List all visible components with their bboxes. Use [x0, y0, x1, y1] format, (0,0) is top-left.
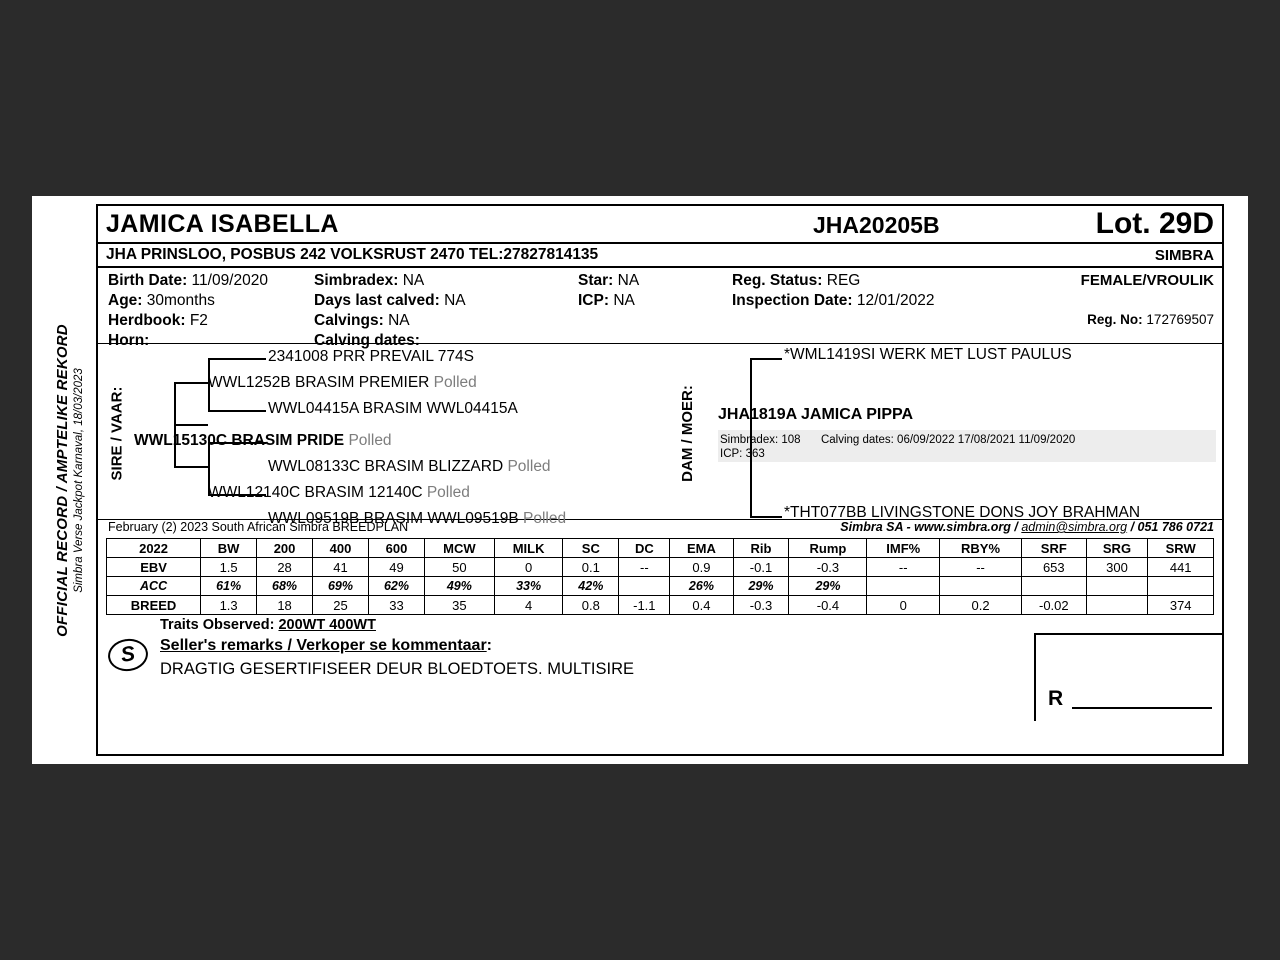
- acc-cell: [619, 577, 670, 596]
- ebv-cell: 0.1: [563, 558, 619, 577]
- sire-side-label: SIRE / VAAR:: [108, 386, 126, 480]
- age-value: 30months: [146, 292, 215, 309]
- ebv-col-milk: MILK: [494, 539, 563, 558]
- dam-icp: ICP: 363: [720, 448, 765, 460]
- ebv-col-srw: SRW: [1148, 539, 1214, 558]
- sire-dam-sire-name: WWL08133C BRASIM BLIZZARD Polled: [268, 458, 551, 475]
- ebv-col-mcw: MCW: [424, 539, 494, 558]
- ebv-cell: 28: [257, 558, 313, 577]
- details-column-3: [578, 272, 639, 312]
- details-column-4: [732, 272, 934, 312]
- official-record-strip: [40, 196, 98, 764]
- icp-value: NA: [613, 292, 635, 309]
- ebv-cell: --: [867, 558, 940, 577]
- herdbook-label: Herdbook:: [108, 312, 186, 329]
- record-card: [96, 204, 1224, 756]
- sire-dam-sire-polled: Polled: [507, 458, 551, 475]
- reg-no-value: 172769507: [1146, 312, 1214, 327]
- ebv-col-600: 600: [368, 539, 424, 558]
- acc-cell: 69%: [313, 577, 369, 596]
- breed-cell: 33: [368, 596, 424, 615]
- acc-row-label: ACC: [107, 577, 201, 596]
- price-box: [1034, 633, 1224, 721]
- ebv-cell: 50: [424, 558, 494, 577]
- sire-sire-stem: [174, 382, 208, 384]
- age-label: Age:: [108, 292, 143, 309]
- ebv-cell: -0.3: [789, 558, 867, 577]
- calving-dates-label: Calving dates:: [314, 332, 420, 349]
- sellers-remarks-title: Seller's remarks / Verkoper se kommentaar:: [160, 637, 492, 654]
- table-row: [107, 558, 1214, 577]
- ebv-col-sc: SC: [563, 539, 619, 558]
- breed-cell: [1086, 596, 1148, 615]
- owner-address: JHA PRINSLOO, POSBUS 242 VOLKSRUST 2470 TEL:27827814135: [106, 246, 599, 263]
- dam-sire-name: *WML1419SI WERK MET LUST PAULUS: [784, 346, 1072, 363]
- sire-bracket-stem: [174, 424, 208, 426]
- acc-cell: 29%: [733, 577, 789, 596]
- sire-dam-stem: [174, 466, 208, 468]
- breed-label: SIMBRA: [1154, 246, 1214, 264]
- breed-cell: 0.8: [563, 596, 619, 615]
- breed-cell: -0.02: [1022, 596, 1087, 615]
- sellers-remarks-body: DRAGTIG GESERTIFISEER DEUR BLOEDTOETS. MULTISIRE: [160, 660, 634, 678]
- acc-cell: [1086, 577, 1148, 596]
- ebv-col-imf: IMF%: [867, 539, 940, 558]
- ebv-cell: 49: [368, 558, 424, 577]
- breed-row-label: BREED: [107, 596, 201, 615]
- traits-value: 200WT 400WT: [278, 617, 376, 633]
- ebv-cell: 441: [1148, 558, 1214, 577]
- price-label: R: [1048, 687, 1064, 710]
- sire-dam-dam-name: WWL09519B BRASIM WWL09519B Polled: [268, 510, 567, 527]
- table-row: [107, 577, 1214, 596]
- lot-number: Lot. 29D: [1095, 207, 1214, 240]
- sire-sire-name: WWL1252B BRASIM PREMIER Polled: [208, 374, 477, 391]
- traits-observed: [98, 615, 1222, 633]
- acc-cell: [940, 577, 1022, 596]
- breed-cell: 374: [1148, 596, 1214, 615]
- horn-label: Horn:: [108, 332, 150, 349]
- herdbook-value: F2: [189, 312, 208, 329]
- reg-status-value: REG: [826, 272, 861, 289]
- ebv-cell: --: [940, 558, 1022, 577]
- acc-cell: 62%: [368, 577, 424, 596]
- days-last-calved-value: NA: [444, 292, 466, 309]
- star-value: NA: [617, 272, 640, 289]
- ebv-cell: 1.5: [201, 558, 257, 577]
- ebv-col-rib: Rib: [733, 539, 789, 558]
- sire-dam-name: WWL12140C BRASIM 12140C Polled: [208, 484, 470, 501]
- dam-sire-line: [750, 358, 782, 360]
- breed-cell: 0.4: [670, 596, 733, 615]
- details-block: [98, 268, 1222, 349]
- sire-sire-dam-name: WWL04415A BRASIM WWL04415A: [268, 400, 518, 417]
- price-write-line: [1072, 707, 1212, 709]
- breedplan-right: Simbra SA - www.simbra.org / admin@simbra.org / 051 786 0721: [840, 520, 1214, 534]
- ebv-cell: 0: [494, 558, 563, 577]
- admin-email-link[interactable]: admin@simbra.org: [1021, 520, 1128, 534]
- breed-cell: 0.2: [940, 596, 1022, 615]
- sire-name: WWL15130C BRASIM PRIDE Polled: [134, 432, 392, 449]
- breed-cell: 0: [867, 596, 940, 615]
- details-column-1: [108, 272, 268, 352]
- ebv-cell: 0.9: [670, 558, 733, 577]
- sire-sire-bottom-line: [208, 410, 266, 412]
- simbradex-value: NA: [402, 272, 425, 289]
- ebv-header-row: [107, 539, 1214, 558]
- sire-dam-dam-polled: Polled: [523, 510, 567, 527]
- title-row: [98, 206, 1222, 244]
- acc-cell: 61%: [201, 577, 257, 596]
- breedplan-left: February (2) 2023 South African Simbra BREEDPLAN: [108, 520, 409, 534]
- breed-cell: -0.3: [733, 596, 789, 615]
- inspection-date-label: Inspection Date:: [732, 292, 853, 309]
- sire-sire-polled: Polled: [433, 374, 477, 391]
- acc-cell: 42%: [563, 577, 619, 596]
- breed-cell: -1.1: [619, 596, 670, 615]
- acc-cell: [1148, 577, 1214, 596]
- simbra-s-logo-icon: S: [106, 636, 150, 673]
- acc-cell: [867, 577, 940, 596]
- ebv-col-year: 2022: [107, 539, 201, 558]
- dam-dam-name: *THT077BB LIVINGSTONE DONS JOY BRAHMAN: [784, 504, 1141, 521]
- breed-cell: 1.3: [201, 596, 257, 615]
- calvings-value: NA: [388, 312, 410, 329]
- ebv-table: [106, 538, 1214, 615]
- breedplan-line: [98, 520, 1222, 538]
- reg-status-label: Reg. Status:: [732, 272, 823, 289]
- breed-cell: 35: [424, 596, 494, 615]
- acc-cell: 33%: [494, 577, 563, 596]
- dam-dam-line: [750, 516, 782, 518]
- ebv-cell: -0.1: [733, 558, 789, 577]
- traits-label: Traits Observed:: [160, 617, 275, 633]
- details-column-2: [314, 272, 466, 352]
- owner-row: [98, 244, 1222, 268]
- breed-cell: 18: [257, 596, 313, 615]
- sex-label: FEMALE/VROULIK: [1080, 272, 1214, 289]
- acc-cell: 49%: [424, 577, 494, 596]
- ebv-col-dc: DC: [619, 539, 670, 558]
- birth-date-value: 11/09/2020: [191, 272, 268, 289]
- official-record-title: OFFICIAL RECORD / AMPTELIKE REKORD: [53, 323, 71, 637]
- ebv-col-ema: EMA: [670, 539, 733, 558]
- reg-no: [1087, 312, 1214, 327]
- inspection-date-value: 12/01/2022: [856, 292, 935, 309]
- ebv-col-200: 200: [257, 539, 313, 558]
- sire-dam-polled: Polled: [426, 484, 470, 501]
- days-last-calved-label: Days last calved:: [314, 292, 440, 309]
- ebv-cell: --: [619, 558, 670, 577]
- breed-cell: 25: [313, 596, 369, 615]
- icp-label: ICP:: [578, 292, 609, 309]
- acc-cell: 26%: [670, 577, 733, 596]
- registration-code: JHA20205B: [813, 212, 940, 238]
- animal-name: JAMICA ISABELLA: [106, 209, 339, 238]
- ebv-col-400: 400: [313, 539, 369, 558]
- ebv-cell: 653: [1022, 558, 1087, 577]
- sire-sire-sire-name: 2341008 PRR PREVAIL 774S: [268, 348, 474, 365]
- birth-date-label: Birth Date:: [108, 272, 188, 289]
- acc-cell: 29%: [789, 577, 867, 596]
- ebv-cell: 300: [1086, 558, 1148, 577]
- remarks-block: [98, 633, 1222, 719]
- star-label: Star:: [578, 272, 614, 289]
- sire-sire-top-line: [208, 358, 266, 360]
- ebv-row-label: EBV: [107, 558, 201, 577]
- acc-cell: 68%: [257, 577, 313, 596]
- ebv-col-srg: SRG: [1086, 539, 1148, 558]
- ebv-cell: 41: [313, 558, 369, 577]
- reg-no-label: Reg. No:: [1087, 312, 1143, 327]
- ebv-col-bw: BW: [201, 539, 257, 558]
- ebv-col-srf: SRF: [1022, 539, 1087, 558]
- table-row: [107, 596, 1214, 615]
- breed-cell: -0.4: [789, 596, 867, 615]
- breed-cell: 4: [494, 596, 563, 615]
- dam-side-label: DAM / MOER:: [678, 384, 696, 482]
- ebv-col-rump: Rump: [789, 539, 867, 558]
- ebv-col-rby: RBY%: [940, 539, 1022, 558]
- acc-cell: [1022, 577, 1087, 596]
- sire-polled: Polled: [348, 432, 392, 449]
- dam-simbradex: Simbradex: 108 Calving dates: 06/09/2022 17/08/2021 11/09/2020: [720, 434, 1076, 446]
- official-record-subtitle: Simbra Verse Jackpot Karnaval, 18/03/2023: [72, 367, 85, 593]
- details-column-5: [1081, 272, 1214, 289]
- dam-name: JHA1819A JAMICA PIPPA: [718, 406, 914, 423]
- simbradex-label: Simbradex:: [314, 272, 399, 289]
- calvings-label: Calvings:: [314, 312, 384, 329]
